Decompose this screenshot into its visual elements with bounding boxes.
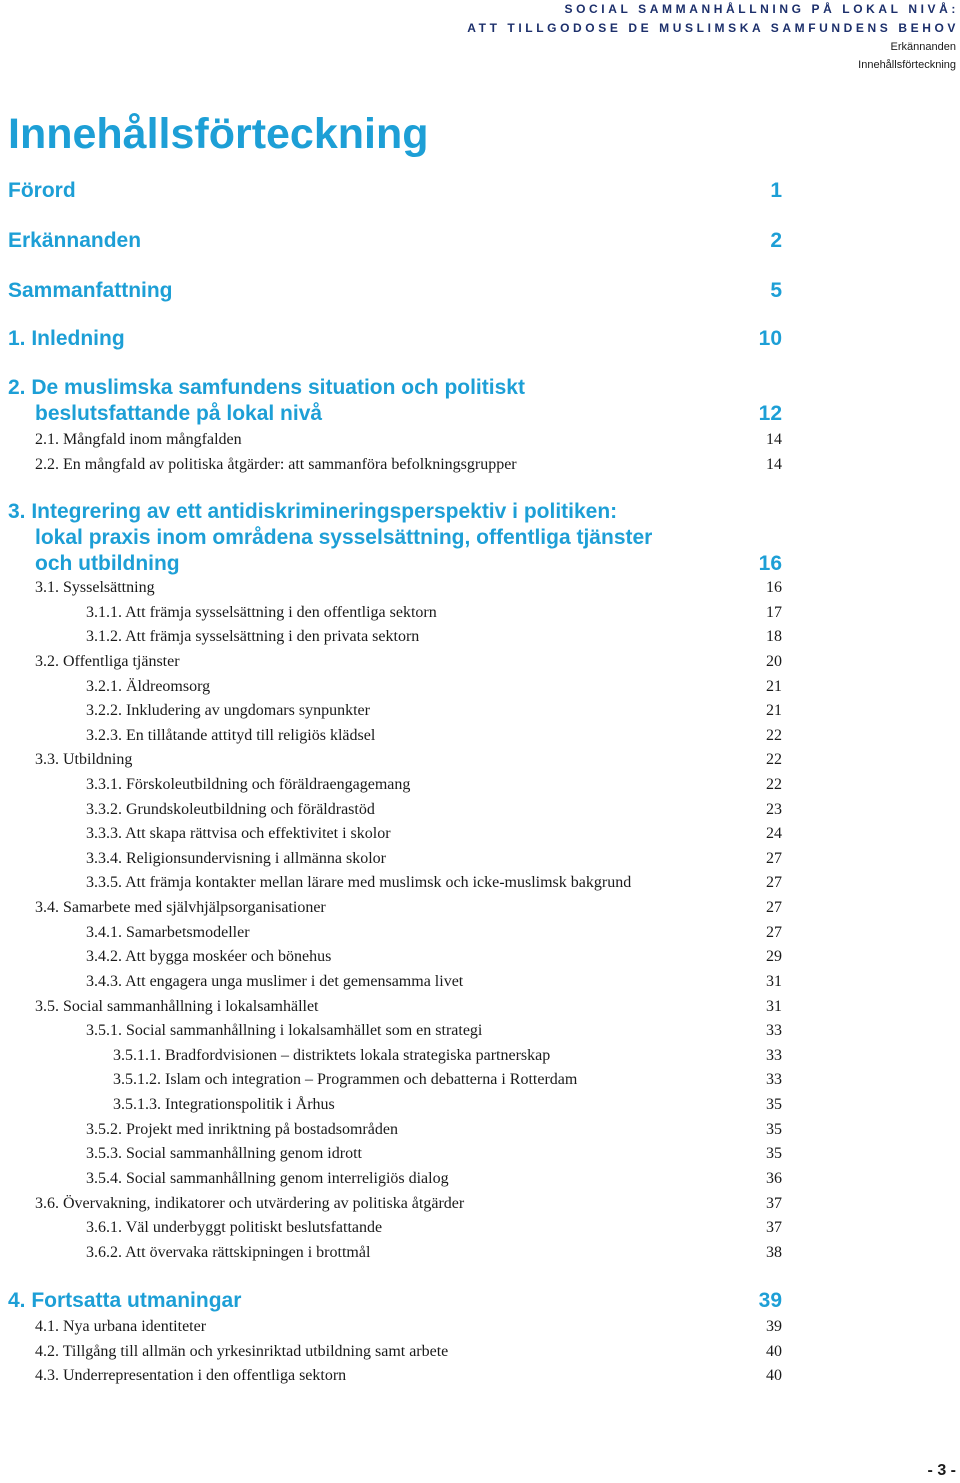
toc-chapter-label: Sammanfattning xyxy=(8,279,173,302)
toc-chapter-3-line2[interactable]: lokal praxis inom områdena sysselsättning, offentliga tjänster xyxy=(35,526,653,549)
toc-chapter-label: Förord xyxy=(8,179,76,202)
toc-page-number: 20 xyxy=(766,653,782,670)
toc-page-number: 18 xyxy=(766,628,782,645)
toc-entry-label: 3.3.5. Att främja kontakter mellan lärare med muslimsk och icke-muslimsk bakgrund xyxy=(86,874,632,891)
toc-page-number: 29 xyxy=(766,948,782,965)
toc-chapter-label: och utbildning xyxy=(35,552,180,575)
toc-page-number: 22 xyxy=(766,727,782,744)
toc-page-number: 33 xyxy=(766,1047,782,1064)
toc-entry-label: 2.2. En mångfald av politiska åtgärder: att sammanföra befolkningsgrupper xyxy=(35,456,517,473)
toc-page-number: 22 xyxy=(766,776,782,793)
toc-page-number: 14 xyxy=(766,456,782,473)
toc-page-number: 27 xyxy=(766,924,782,941)
page-title: Innehållsförteckning xyxy=(8,110,429,158)
toc-entry-label: 3.3.2. Grundskoleutbildning och föräldrastöd xyxy=(86,801,375,818)
toc-page-number: 37 xyxy=(766,1219,782,1236)
toc-page-number: 35 xyxy=(766,1145,782,1162)
toc-chapter-label: Erkännanden xyxy=(8,229,142,252)
toc-page-number: 39 xyxy=(766,1318,782,1335)
toc-page-number: 22 xyxy=(766,751,782,768)
toc-page-number: 40 xyxy=(766,1343,782,1360)
toc-page-number: 31 xyxy=(766,998,782,1015)
toc-entry-label: 3.5.4. Social sammanhållning genom interreligiös dialog xyxy=(86,1170,449,1187)
toc-entry-label: 3.3.4. Religionsundervisning i allmänna skolor xyxy=(86,850,386,867)
toc-page-number: 35 xyxy=(766,1121,782,1138)
toc-entry-label: 3.5.1. Social sammanhållning i lokalsamhället som en strategi xyxy=(86,1022,483,1039)
toc-page-number: 37 xyxy=(766,1195,782,1212)
toc-page-number: 36 xyxy=(766,1170,782,1187)
toc-entry-label: 3.5.1.1. Bradfordvisionen – distriktets lokala strategiska partnerskap xyxy=(113,1047,551,1064)
toc-page-number: 40 xyxy=(766,1367,782,1384)
toc-entry-label: 3.3.3. Att skapa rättvisa och effektivitet i skolor xyxy=(86,825,391,842)
toc-chapter-2-line1[interactable]: 2. De muslimska samfundens situation och politiskt xyxy=(8,376,525,399)
toc-entry-label: 3.4.2. Att bygga moskéer och bönehus xyxy=(86,948,332,965)
toc-entry-label: 4.1. Nya urbana identiteter xyxy=(35,1318,207,1335)
toc-entry-label: 3.1. Sysselsättning xyxy=(35,579,155,596)
toc-entry-label: 3.2. Offentliga tjänster xyxy=(35,653,180,670)
toc-entry-label: 2.1. Mångfald inom mångfalden xyxy=(35,431,242,448)
toc-entry-label: 3.4. Samarbete med självhjälpsorganisationer xyxy=(35,899,326,916)
header-title-line1: SOCIAL SAMMANHÅLLNING PÅ LOKAL NIVÅ: xyxy=(564,2,959,16)
toc-page-number: 24 xyxy=(766,825,782,842)
toc-chapter-label: 4. Fortsatta utmaningar xyxy=(8,1289,242,1312)
toc-entry-label: 4.2. Tillgång till allmän och yrkesinriktad utbildning samt arbete xyxy=(35,1343,449,1360)
toc-page-number: 1 xyxy=(770,179,782,202)
toc-entry-label: 3.2.2. Inkludering av ungdomars synpunkter xyxy=(86,702,370,719)
header-title-line2: ATT TILLGODOSE DE MUSLIMSKA SAMFUNDENS BEHOV xyxy=(467,21,959,35)
toc-page-number: 17 xyxy=(766,604,782,621)
header-section-acknowledgements: Erkännanden xyxy=(890,41,956,53)
toc-entry-label: 3.5.1.2. Islam och integration – Programmen och debatterna i Rotterdam xyxy=(113,1071,578,1088)
page-number: - 3 - xyxy=(927,1462,956,1479)
toc-page-number: 12 xyxy=(758,402,782,425)
toc-entry-label: 3.2.1. Äldreomsorg xyxy=(86,678,211,695)
toc-page-number: 31 xyxy=(766,973,782,990)
toc-entry-label: 3.6.1. Väl underbyggt politiskt beslutsfattande xyxy=(86,1219,383,1236)
toc-entry-label: 3.1.1. Att främja sysselsättning i den offentliga sektorn xyxy=(86,604,437,621)
toc-page-number: 16 xyxy=(766,579,782,596)
toc-entry-label: 3.5.3. Social sammanhållning genom idrott xyxy=(86,1145,362,1162)
toc-entry-label: 3.2.3. En tillåtande attityd till religiös klädsel xyxy=(86,727,376,744)
toc-page-number: 33 xyxy=(766,1071,782,1088)
toc-page-number: 38 xyxy=(766,1244,782,1261)
toc-page-number: 14 xyxy=(766,431,782,448)
toc-page-number: 5 xyxy=(770,279,782,302)
toc-page-number: 27 xyxy=(766,874,782,891)
toc-page-number: 21 xyxy=(766,678,782,695)
toc-entry-label: 3.5.1.3. Integrationspolitik i Århus xyxy=(113,1096,335,1113)
toc-entry-label: 3.3.1. Förskoleutbildning och föräldraengagemang xyxy=(86,776,411,793)
toc-entry-label: 3.4.1. Samarbetsmodeller xyxy=(86,924,250,941)
toc-page-number: 27 xyxy=(766,850,782,867)
toc-entry-label: 3.5.2. Projekt med inriktning på bostadsområden xyxy=(86,1121,398,1138)
toc-chapter-label: 1. Inledning xyxy=(8,327,125,350)
toc-page-number: 2 xyxy=(770,229,782,252)
toc-chapter-3-line1[interactable]: 3. Integrering av ett antidiskrimineringsperspektiv i politiken: xyxy=(8,500,618,523)
toc-page-number: 27 xyxy=(766,899,782,916)
toc-page-number: 33 xyxy=(766,1022,782,1039)
toc-entry-label: 4.3. Underrepresentation i den offentliga sektorn xyxy=(35,1367,347,1384)
toc-entry-label: 3.4.3. Att engagera unga muslimer i det gemensamma livet xyxy=(86,973,464,990)
toc-entry-label: 3.5. Social sammanhållning i lokalsamhället xyxy=(35,998,319,1015)
toc-page-number: 10 xyxy=(758,327,782,350)
toc-entry-label: 3.6. Övervakning, indikatorer och utvärdering av politiska åtgärder xyxy=(35,1195,465,1212)
toc-page-number: 35 xyxy=(766,1096,782,1113)
toc-entry-label: 3.6.2. Att övervaka rättskipningen i brottmål xyxy=(86,1244,371,1261)
toc-entry-label: 3.3. Utbildning xyxy=(35,751,133,768)
toc-entry-label: 3.1.2. Att främja sysselsättning i den privata sektorn xyxy=(86,628,420,645)
header-section-toc: Innehållsförteckning xyxy=(858,59,956,71)
toc-page-number: 39 xyxy=(758,1289,782,1312)
toc-chapter-label: beslutsfattande på lokal nivå xyxy=(35,402,323,425)
toc-page-number: 23 xyxy=(766,801,782,818)
toc-page-number: 21 xyxy=(766,702,782,719)
toc-page-number: 16 xyxy=(758,552,782,575)
